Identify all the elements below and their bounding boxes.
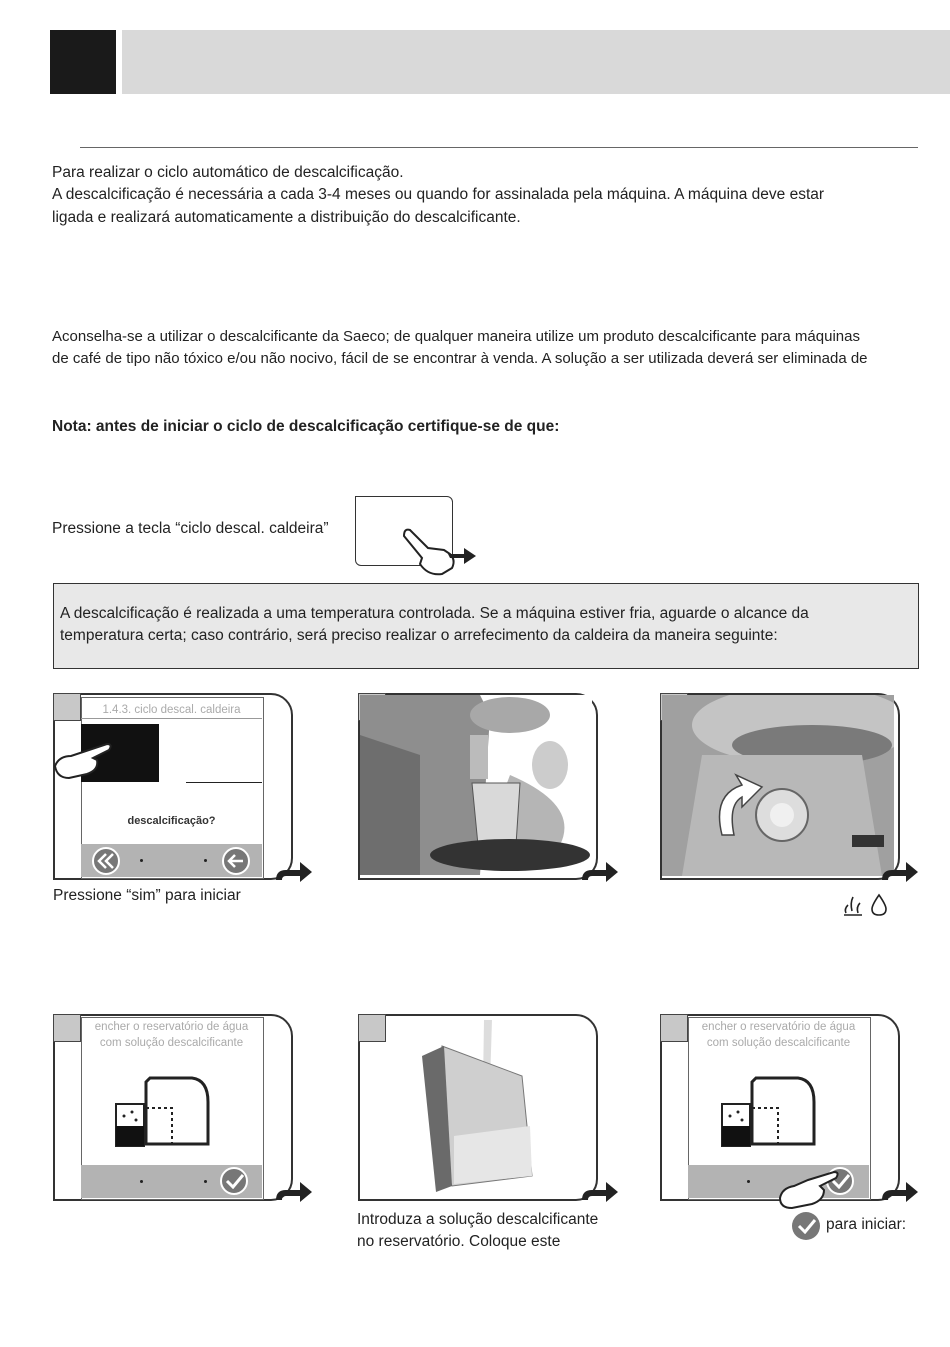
step-number-1 (53, 693, 81, 721)
screen-title-1: 1.4.3. ciclo descal. caldeira (102, 704, 241, 716)
water-drop-icon (870, 893, 888, 917)
tank-filling-photo (392, 1016, 572, 1196)
check-glyph (225, 1173, 245, 1189)
nota-heading: Nota: antes de iniciar o ciclo de descalcificação certifique-se de que: (52, 418, 560, 435)
bar-dot (204, 859, 207, 862)
screen-divider (81, 718, 262, 719)
next-step-arrow-5 (578, 1178, 618, 1202)
advice-line-2: de café de tipo não tóxico e/ou não nocivo, fácil de se encontrar à venda. A solução a ser utilizada deverá ser eliminada de (52, 350, 868, 367)
pointing-hand-icon (53, 722, 115, 780)
chapter-block (50, 30, 116, 94)
step-number-5 (358, 1014, 386, 1042)
next-step-arrow-2 (578, 858, 618, 882)
intro-line-2: A descalcificação é necessária a cada 3-4 meses ou quando for assinalada pela máquina. A máquina deve estar (52, 186, 825, 203)
pointing-hand-icon (398, 524, 478, 580)
bar-dot (140, 859, 143, 862)
screen-title-6a: encher o reservatório de água (701, 1021, 856, 1033)
advice-line-1: Aconselha-se a utilizar o descalcificante da Saeco; de qualquer maneira utilize um produto descalcificante para máquinas (52, 328, 860, 345)
option-underline (186, 782, 262, 783)
step-number-4 (53, 1014, 81, 1042)
bar-dot (140, 1180, 143, 1183)
next-step-arrow-1 (272, 858, 312, 882)
pointing-hand-icon (774, 1168, 844, 1210)
bar-dot (204, 1180, 207, 1183)
steam-icon (842, 893, 864, 917)
next-step-arrow-4 (272, 1178, 312, 1202)
caption-to-start: para iniciar: (826, 1216, 907, 1233)
screen-question-1: descalcificação? (127, 815, 216, 827)
next-step-arrow-6 (878, 1178, 918, 1202)
water-tank-icon (112, 1072, 212, 1152)
screen-title-4a: encher o reservatório de água (94, 1021, 249, 1033)
screen-title-6b: com solução descalcificante (706, 1037, 851, 1049)
bar-dot (747, 1180, 750, 1183)
intro-line-3: ligada e realizará automaticamente a distribuição do descalcificante. (52, 209, 521, 226)
screen-title-4b: com solução descalcificante (99, 1037, 244, 1049)
double-chevron-glyph (96, 852, 116, 870)
press-key-text: Pressione a tecla “ciclo descal. caldeira” (52, 520, 329, 537)
step-number-6 (660, 1014, 688, 1042)
header-bar (122, 30, 950, 94)
intro-line-1: Para realizar o ciclo automático de descalcificação. (52, 164, 404, 181)
caption-5-line-1: Introduza a solução descalcificante (357, 1211, 599, 1228)
note-line-2: temperatura certa; caso contrário, será preciso realizar o arrefecimento da caldeira da maneira seguinte: (60, 627, 778, 644)
section-rule (80, 147, 918, 148)
next-step-arrow-3 (878, 858, 918, 882)
steam-knob-photo (662, 695, 894, 876)
note-line-1: A descalcificação é realizada a uma temperatura controlada. Se a máquina estiver fria, aguarde o alcance da (60, 605, 809, 622)
machine-cup-photo (360, 695, 592, 876)
caption-press-yes: Pressione “sim” para iniciar (53, 887, 241, 904)
water-tank-icon (718, 1072, 818, 1152)
check-glyph (797, 1218, 817, 1234)
back-arrow-glyph (226, 852, 246, 870)
caption-5-line-2: no reservatório. Coloque este (357, 1233, 561, 1250)
